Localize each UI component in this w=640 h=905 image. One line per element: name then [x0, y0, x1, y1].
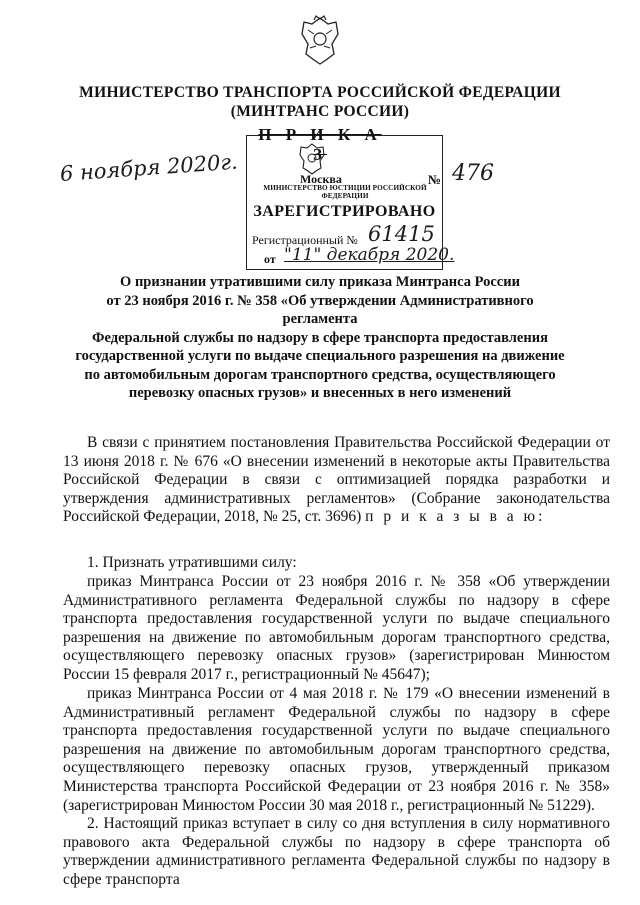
stamp-city: Москва: [300, 172, 342, 186]
order-date-handwritten: 6 ноября 2020г.: [59, 149, 239, 186]
item-1-a: приказ Минтранса России от 23 ноября 2016 г. № 358 «Об утверждении Административного регламента Федеральной службы по надзору в сфере транспорта предоставления государственной услуги по выдаче специального разрешения на движение по автомобильным дорогам транспортного средства, осуществляющего перевозку опасных грузов» (зарегистрирован Минюстом России 15 февраля 2017 г., регистрационный № 45647);: [63, 573, 610, 683]
document-type: П Р И К А З: [258, 125, 382, 164]
title-line: перевозку опасных грузов» и внесенных в него изменений: [128, 385, 512, 401]
stamp-regnum-label: Регистрационный №: [252, 233, 358, 247]
order-number-label: №: [428, 172, 442, 187]
order-number-handwritten: 476: [452, 161, 494, 186]
title-line: от 23 ноября 2016 г. № 358 «Об утверждении Административного регламента: [106, 292, 534, 327]
stamp-regnum-handwritten: 61415: [368, 222, 435, 246]
stamp-date-prefix: от: [264, 252, 276, 266]
coat-of-arms-emblem: [298, 14, 342, 66]
title-line: по автомобильным дорогам транспортного средства, осуществляющего: [84, 366, 556, 383]
stamp-date-handwritten: "11" декабря 2020.: [284, 245, 455, 265]
stamp-ministry: МИНИСТЕРСТВО ЮСТИЦИИ РОССИЙСКОЙ ФЕДЕРАЦИИ: [263, 184, 427, 200]
title-line: Федеральной службы по надзору в сфере транспорта предоставления: [92, 329, 548, 346]
item-2: 2. Настоящий приказ вступает в силу со дня вступления в силу нормативного правового акта Федеральной службы по надзору в сфере транспорта об утверждении административного регламента Федеральной службы по надзору в сфере транспорта: [63, 815, 610, 888]
item-1: 1. Признать утратившими силу:: [87, 554, 297, 571]
stamp-registered: ЗАРЕГИСТРИРОВАНО: [253, 203, 436, 220]
item-1-b: приказ Минтранса России от 4 мая 2018 г. № 179 «О внесении изменений в Административный регламент Федеральной службы по надзору в сфере транспорта предоставления государственной услуги по выдаче специального разрешения на движение по автомобильным дорогам транспортного средства, осуществляющего перевозку опасных грузов, утвержденный приказом Министерства транспорта Российской Федерации от 23 ноября 2016 г. № 358» (зарегистрирован Минюстом России 30 мая 2018 г., регистрационный № 51229).: [63, 685, 610, 814]
ministry-name: МИНИСТЕРСТВО ТРАНСПОРТА РОССИЙСКОЙ ФЕДЕРАЦИИ: [79, 84, 561, 101]
stamp-emblem: [297, 141, 327, 175]
order-title: [70, 273, 570, 403]
title-line: государственной услуги по выдаче специального разрешения на движение: [75, 348, 565, 364]
title-line: О признании утратившими силу приказа Минтранса России: [120, 274, 520, 290]
preamble-text: В связи с принятием постановления Правительства Российской Федерации от 13 июня 2018 г. № 676 «О внесении изменений в некоторые акты Правительства Российской Федерации в связи с оптимизацией порядка разработки и утверждения административных регламентов» (Собрание законодательства Российской Федерации, 2018, № 25, ст. 3696): [63, 434, 610, 526]
preamble-order-word: п р и к а з ы в а ю:: [365, 508, 546, 526]
ministry-abbreviation: (МИНТРАНС РОССИИ): [230, 103, 410, 120]
preamble-paragraph: [63, 434, 610, 527]
